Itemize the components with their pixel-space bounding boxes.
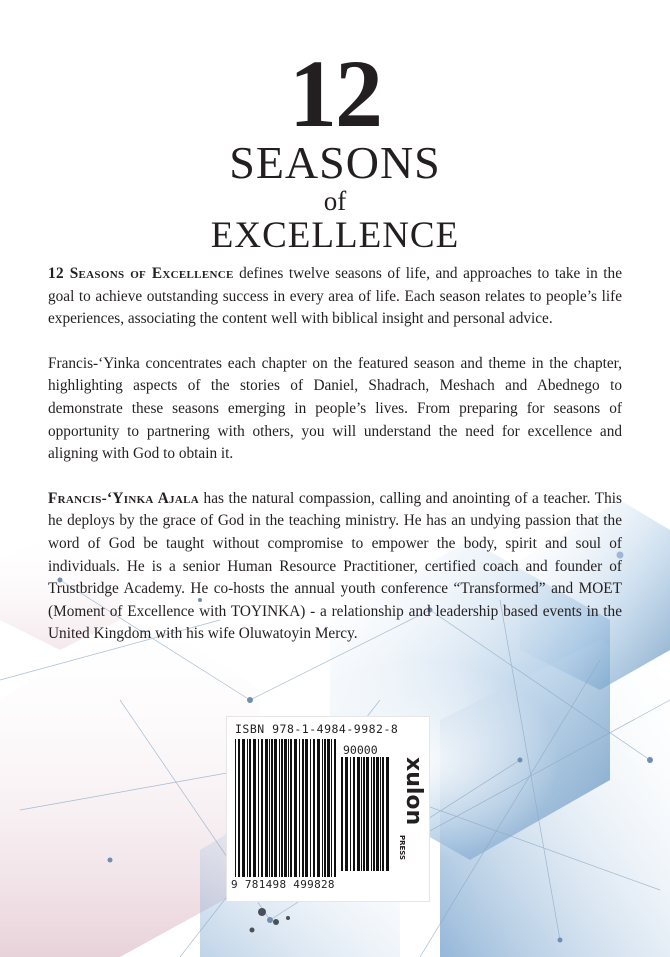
ean-barcode [233, 739, 337, 877]
cover-title [0, 40, 670, 256]
author-bio-text: has the natural compassion, calling and anointing of a teacher. This he deploys by the grace of God in the teaching ministry. He has an undying passion that the word of God be taught without compromise to empower the body, spirit and soul of individuals. He is a senior Human Resource Practitioner, certified coach and founder of Trustbridge Academy. He co-hosts the annual youth conference “Transformed” and MOET (Moment of Excellence with TOYINKA) - a relationship and leadership based events in the United Kingdom with his wife Oluwatoyin Mercy. [48, 489, 622, 643]
publisher-logo-text: xulon [401, 757, 426, 826]
title-number: 12 [289, 40, 381, 147]
title-excellence: EXCELLENCE [210, 215, 460, 256]
price-code: 90000 [343, 743, 378, 757]
book-title-lead: 12 Seasons of Excellence [48, 265, 234, 282]
back-cover-blurb [48, 263, 622, 668]
blurb-paragraph-1 [48, 263, 622, 331]
xulon-press-logo [394, 753, 428, 869]
isbn-label: ISBN 978-1-4984-9982-8 [235, 722, 399, 736]
author-name-lead: Francis-‘Yinka Ajala [48, 489, 199, 507]
isbn-barcode-box [226, 716, 430, 902]
publisher-logo-sub: PRESS [398, 835, 406, 861]
author-bio-paragraph [48, 488, 622, 646]
title-of: of [323, 186, 347, 216]
blurb-p1-text: defines twelve seasons of life, and approaches to take in the goal to achieve outstanding success in every area of life. Each season relates to people’s life experiences, associating the content well with biblical insight and personal advice. [48, 265, 622, 328]
title-seasons: SEASONS [229, 137, 441, 188]
blurb-paragraph-2 [48, 353, 622, 466]
barcode-number: 9 781498 499828 [231, 878, 335, 891]
blurb-p2-text: Francis-‘Yinka concentrates each chapter on the featured season and theme in the chapter, highlighting aspects of the stories of Daniel, Shadrach, Meshach and Abednego to demonstrate these seasons emerging in people’s lives. From preparing for seasons of opportunity to partnering with others, you will understand the need for excellence and aligning with God to obtain it. [48, 354, 622, 463]
